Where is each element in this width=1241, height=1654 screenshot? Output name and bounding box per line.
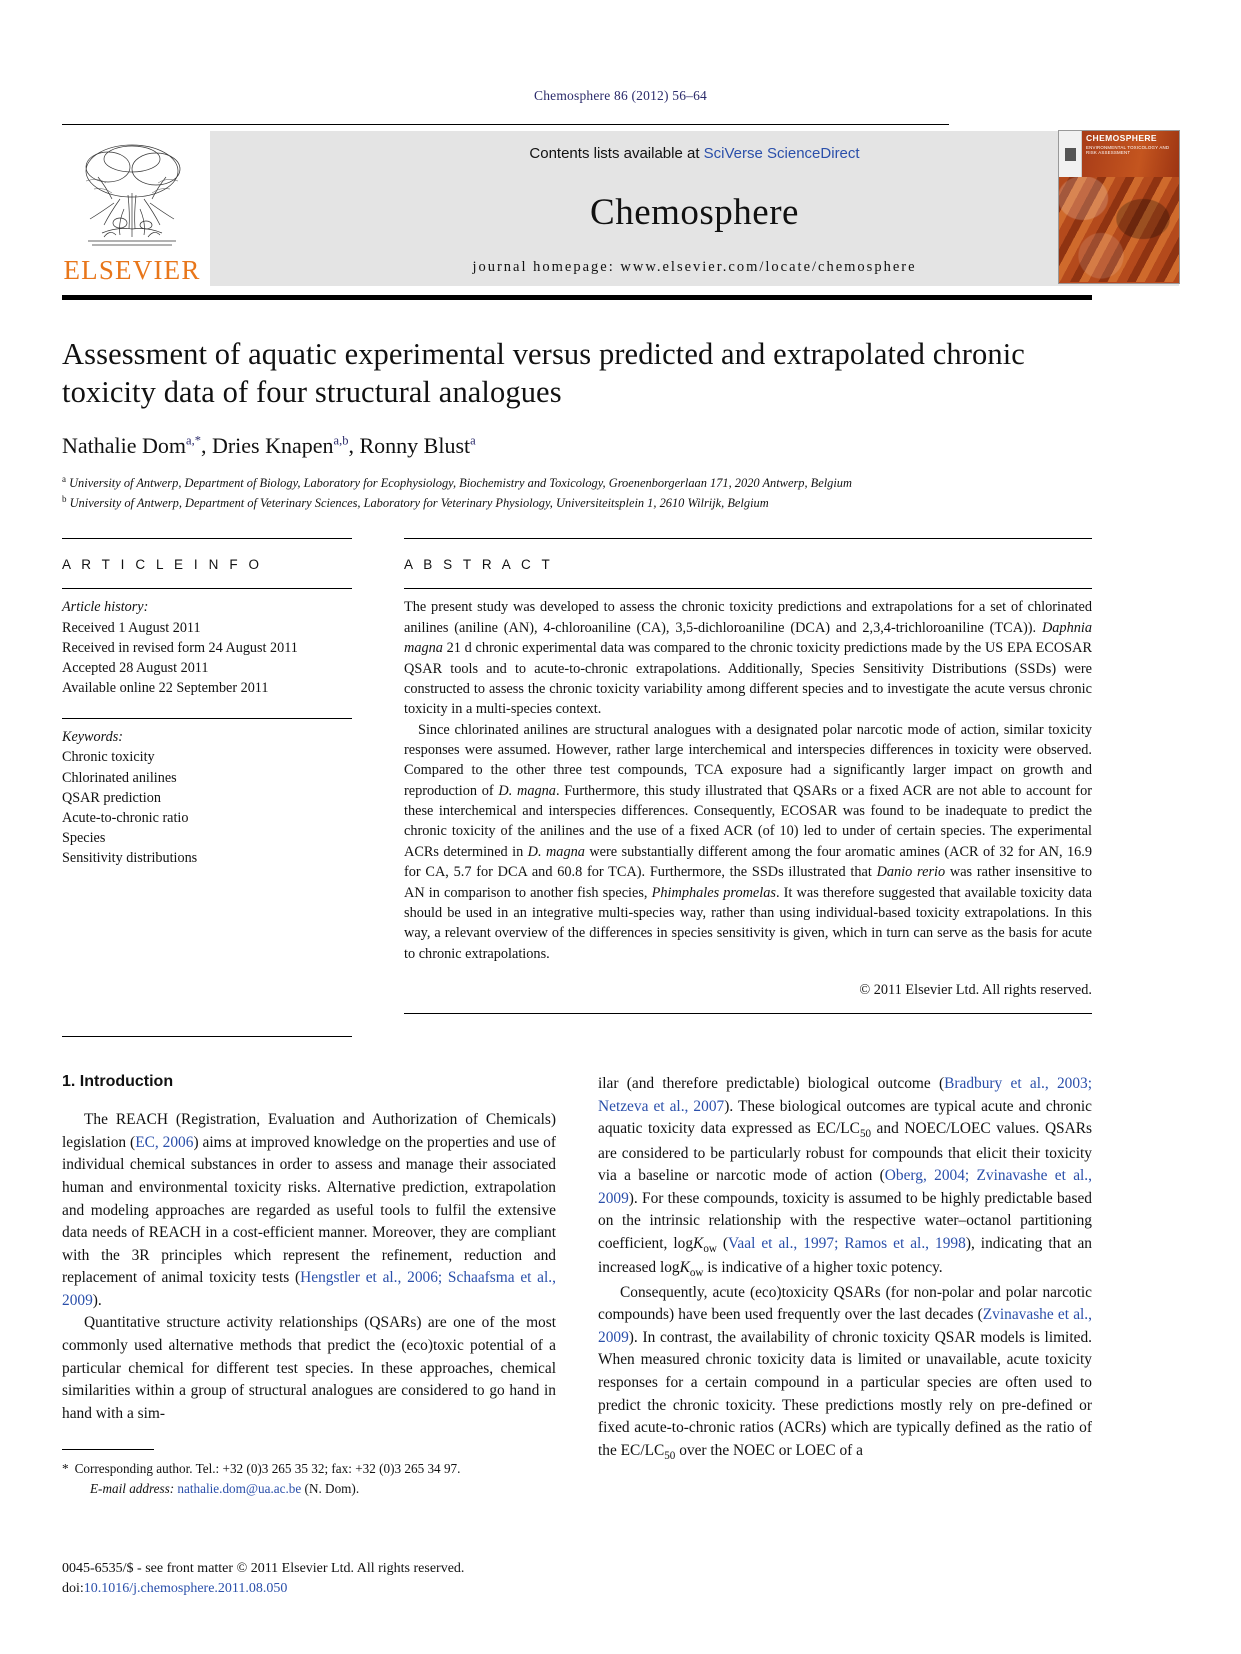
- paragraph-text: ).: [92, 1291, 102, 1309]
- abstract-species-name: Danio rerio: [876, 864, 946, 881]
- affiliation-item: [62, 493, 1062, 513]
- author-name: Dries Knapen: [211, 433, 334, 458]
- doi-link[interactable]: 10.1016/j.chemosphere.2011.08.050: [83, 1581, 288, 1597]
- paragraph-text: (: [716, 1235, 728, 1253]
- abstract-text: The present study was developed to assess the chronic toxicity predictions and extrapolations for a set of chlorinated anilines (aniline (AN), 4-chloroaniline (CA), 3,5-dichloroaniline (DCA) and 2,3,4-trichloroaniline (TCA)).: [404, 599, 1092, 636]
- keyword-item: Chlorinated anilines: [62, 769, 177, 786]
- citation-link[interactable]: EC, 2006: [135, 1133, 194, 1151]
- abstract-text: 21 d chronic experimental data was compared to the chronic toxicity predictions made by the US EPA ECOSAR QSAR tools and to acute-to-chronic extrapolations. Additionally, Species Sensitivity Distributions (SSDs) were constructed to assess the chronic toxicity variability among different species and to investigate the acute versus chronic toxicity in a multi-species context.: [404, 640, 1092, 718]
- kow-subscript: ow: [689, 1267, 704, 1280]
- paragraph-text: Consequently, acute (eco)toxicity QSARs (for non-polar and polar narcotic compounds) have been used frequently over the last decades (: [598, 1283, 1092, 1324]
- abstract-bottom-rule: [404, 1013, 1092, 1014]
- footnote-email-suffix: (N. Dom).: [304, 1481, 360, 1497]
- abstract-copyright: © 2011 Elsevier Ltd. All rights reserved.: [859, 981, 1092, 998]
- abstract-species-name: D. magna: [527, 843, 585, 860]
- subscript-50: 50: [664, 1449, 676, 1462]
- journal-cover-thumbnail: [1058, 130, 1180, 284]
- body-paragraph: [598, 1073, 1092, 1281]
- journal-title: Chemosphere: [590, 192, 799, 233]
- article-history-rule: [62, 588, 352, 589]
- body-paragraph: Quantitative structure activity relationships (QSARs) are one of the most commonly used alternative methods that predict the (eco)toxic potential of a particular chemical for different test species. In these approaches, chemical similarities within a group of structural analogues are considered to go hand in hand with a sim-: [62, 1314, 556, 1422]
- keyword-item: Chronic toxicity: [62, 749, 155, 766]
- paragraph-text: ). In contrast, the availability of chronic toxicity QSAR models is limited. When measured chronic toxicity data is limited or unavailable, acute toxicity responses for a certain compound in a particular species are often used to predict the chronic toxicity. These predictions mostly rely on pre-defined or fixed acute-to-chronic ratios (ACRs) which are typically defined as the ratio of the EC/LC: [598, 1328, 1092, 1459]
- author-affiliation-marker[interactable]: a,b: [333, 433, 349, 448]
- abstract-text: . Furthermore, this study illustrated that QSARs or a fixed ACR are not able to account for these interchemical and interspecies differences. Consequently, ECOSAR was found to be inadequate to predict the chronic toxicity of the anilines and the use of a fixed ACR (of 10) led to under of certain species. The experimental ACRs determined in: [404, 782, 1092, 860]
- running-head: Chemosphere 86 (2012) 56–64: [534, 88, 707, 103]
- citation-link[interactable]: Oberg, 2004; Zvinavashe et al., 2009: [598, 1167, 1092, 1207]
- footnote-rule: [62, 1449, 154, 1450]
- corresponding-author-footnote: [62, 1449, 492, 1499]
- doi-line: [62, 1579, 762, 1600]
- footnote-email-line: [62, 1479, 492, 1499]
- info-abstract-region: [62, 538, 1092, 1037]
- citation-link[interactable]: Bradbury et al., 2003; Netzeva et al., 2007: [598, 1075, 1093, 1115]
- abstract-species-name: D. magna: [498, 782, 556, 799]
- affiliation-marker: b: [62, 493, 67, 504]
- author-affiliation-marker[interactable]: a,*: [186, 433, 201, 448]
- paragraph-text: ilar (and therefore predictable) biological outcome (: [598, 1075, 945, 1093]
- paragraph-text: ). For these compounds, toxicity is assumed to be highly predictable based on the intrinsic relationship with the respective water–octanol partitioning coefficient, log: [598, 1189, 1092, 1253]
- author-affiliation-marker[interactable]: a: [470, 433, 476, 448]
- body-columns: [62, 1073, 1092, 1498]
- kow-symbol: K: [693, 1235, 704, 1253]
- paragraph-text: ), indicating that an increased log: [598, 1235, 1092, 1277]
- body-paragraph: [62, 1109, 556, 1312]
- elsevier-tree-icon: [68, 137, 196, 255]
- cover-title-box: [1082, 131, 1179, 177]
- journal-band: [210, 131, 1179, 286]
- keyword-item: Acute-to-chronic ratio: [62, 809, 189, 826]
- paragraph-text: is indicative of a higher toxic potency.: [703, 1259, 943, 1277]
- doi-prefix: doi:: [62, 1581, 84, 1597]
- contents-prefix: Contents lists available at: [529, 145, 704, 162]
- elsevier-logo: [62, 131, 202, 286]
- history-item: Received 1 August 2011: [62, 619, 201, 636]
- cover-header: [1059, 131, 1179, 177]
- kow-subscript: ow: [703, 1243, 717, 1256]
- affiliation-text: University of Antwerp, Department of Biology, Laboratory for Ecophysiology, Biochemistry and Toxicology, Groenenborgerlaan 171, 2020 Antwerp, Belgium: [69, 476, 852, 491]
- history-item: Accepted 28 August 2011: [62, 659, 209, 676]
- introduction-right-text: [598, 1073, 1092, 1464]
- abstract-heading: A B S T R A C T: [404, 557, 554, 573]
- keyword-item: Species: [62, 830, 106, 847]
- contents-available-line: [529, 145, 859, 162]
- affiliation-list: [62, 473, 1062, 512]
- page-title: Assessment of aquatic experimental versus predicted and extrapolated chronic toxicity data of four structural analogues: [62, 337, 1025, 409]
- abstract-paragraph: [404, 720, 1092, 964]
- abstract-species-name: Phimphales promelas: [651, 884, 776, 901]
- citation-link[interactable]: Vaal et al., 1997; Ramos et al., 1998: [728, 1235, 966, 1253]
- cover-journal-title: CHEMOSPHERE: [1086, 133, 1157, 143]
- footnote-email-label: E-mail address:: [90, 1481, 175, 1497]
- journal-homepage[interactable]: journal homepage: www.elsevier.com/locate/chemosphere: [472, 259, 917, 275]
- author-name: Nathalie Dom: [62, 433, 187, 458]
- paragraph-text: and NOEC/LOEC values. QSARs are considered to be particularly robust for compounds that elicit their toxicity via a baseline or narcotic mode of action (: [598, 1120, 1092, 1185]
- footnote-email-link[interactable]: nathalie.dom@ua.ac.be: [177, 1481, 302, 1497]
- citation-link[interactable]: Hengstler et al., 2006; Schaafsma et al., 2009: [62, 1269, 556, 1309]
- body-paragraph: [598, 1282, 1092, 1464]
- cover-leaf-image: [1059, 177, 1179, 282]
- abstract-column: [404, 538, 1092, 1037]
- issn-copyright-line: 0045-6535/$ - see front matter © 2011 Elsevier Ltd. All rights reserved.: [62, 1560, 465, 1576]
- abstract-text: was rather insensitive to AN in comparison to another fish species,: [404, 864, 1092, 901]
- paragraph-text: ). These biological outcomes are typical acute and chronic aquatic toxicity data expressed as EC/LC: [598, 1097, 1092, 1138]
- abstract-text: . It was therefore suggested that available toxicity data should be used in an integrative multi-species way, rather than using individual-based toxicity extrapolations. In this way, a relevant overview of the differences in species sensitivity is given, which in turn can serve as the basis for acute to chronic extrapolations.: [404, 884, 1093, 962]
- footnote-star-marker: *: [62, 1461, 69, 1477]
- journal-masthead: [62, 124, 1179, 300]
- affiliation-marker: a: [62, 474, 66, 484]
- paragraph-text: The REACH (Registration, Evaluation and Authorization of Chemicals) legislation (: [62, 1111, 556, 1151]
- history-item: Received in revised form 24 August 2011: [62, 639, 298, 656]
- keyword-item: QSAR prediction: [62, 789, 161, 806]
- author-list: Nathalie Dom$^{a,*}$, Dries Knapen$^{a,b}$, Ronny Blust$^a$: [62, 433, 476, 458]
- body-column-left: [62, 1073, 556, 1498]
- introduction-left-text: [62, 1109, 556, 1425]
- cover-logo-box: [1059, 131, 1082, 177]
- history-item: Available online 22 September 2011: [62, 680, 269, 697]
- keywords-label: Keywords:: [62, 729, 123, 746]
- spacer: [62, 698, 352, 718]
- abstract-text: Since chlorinated anilines are structural analogues with a designated polar narcotic mode of action, similar toxicity responses were assumed. However, rather large interchemical and interspecies differences in toxicity were observed. Compared to the other three test compounds, TCA exposure had a significantly larger impact on growth and reproduction of: [404, 721, 1092, 799]
- abstract-paragraph: [404, 597, 1092, 719]
- affiliation-text: University of Antwerp, Department of Veterinary Sciences, Laboratory for Veterinary Physiology, Universiteitsplein 1, 2610 Wilrijk, Belgium: [69, 495, 769, 510]
- affiliation-item: [62, 473, 1062, 493]
- keywords-rule: [62, 718, 352, 719]
- cover-journal-subtitle: ENVIRONMENTAL TOXICOLOGY AND RISK ASSESSMENT: [1086, 144, 1170, 155]
- abstract-body: [404, 597, 1092, 963]
- title-block: [62, 336, 1062, 512]
- subscript-50: 50: [859, 1128, 872, 1141]
- body-column-right: [598, 1073, 1092, 1498]
- abstract-species-name: Daphnia magna: [404, 619, 1092, 657]
- article-history-label: Article history:: [62, 599, 149, 616]
- article-info-column: [62, 538, 352, 1037]
- masthead-top-rule: [62, 124, 949, 125]
- elsevier-wordmark: ELSEVIER: [63, 255, 201, 285]
- keyword-item: Sensitivity distributions: [62, 850, 198, 867]
- masthead-row: [62, 131, 1179, 286]
- section-heading-introduction: 1. Introduction: [62, 1073, 174, 1091]
- abstract-text: were substantially different among the four aromatic amines (ACR of 32 for AN, 16.9 for CA, 5.7 for DCA and 60.8 for TCA). Furthermore, the SSDs illustrated that: [404, 843, 1092, 881]
- cover-mini-logo-icon: [1065, 148, 1076, 161]
- article-info-heading: A R T I C L E I N F O: [62, 557, 263, 573]
- masthead-bottom-rule: [62, 295, 1092, 300]
- footnote-corresponding-text: Corresponding author. Tel.: +32 (0)3 265 35 32; fax: +32 (0)3 265 34 97.: [74, 1461, 461, 1477]
- article-info-bottom-rule: [62, 1036, 352, 1037]
- paragraph-text: over the NOEC or LOEC of a: [675, 1441, 863, 1459]
- page-footer: [62, 1559, 762, 1600]
- paragraph-text: ) aims at improved knowledge on the properties and use of individual chemical substances in order to assess and manage their associated human and environmental toxicity risks. Alternative prediction, extrapolation and modeling approaches are regarded as useful tools to fulfil the extensive data needs of REACH in a cost-efficient manner. Moreover, they are compliant with the 3R principles which represent the refinement, reduction and replacement of animal toxicity tests (: [62, 1133, 556, 1287]
- abstract-rule: [404, 588, 1092, 589]
- author-name: Ronny Blust: [359, 433, 471, 458]
- sciencedirect-link[interactable]: SciVerse ScienceDirect: [703, 145, 860, 162]
- footnote-corresponding-line: [62, 1459, 492, 1479]
- citation-link[interactable]: Zvinavashe et al., 2009: [598, 1306, 1093, 1346]
- kow-symbol: K: [679, 1259, 690, 1277]
